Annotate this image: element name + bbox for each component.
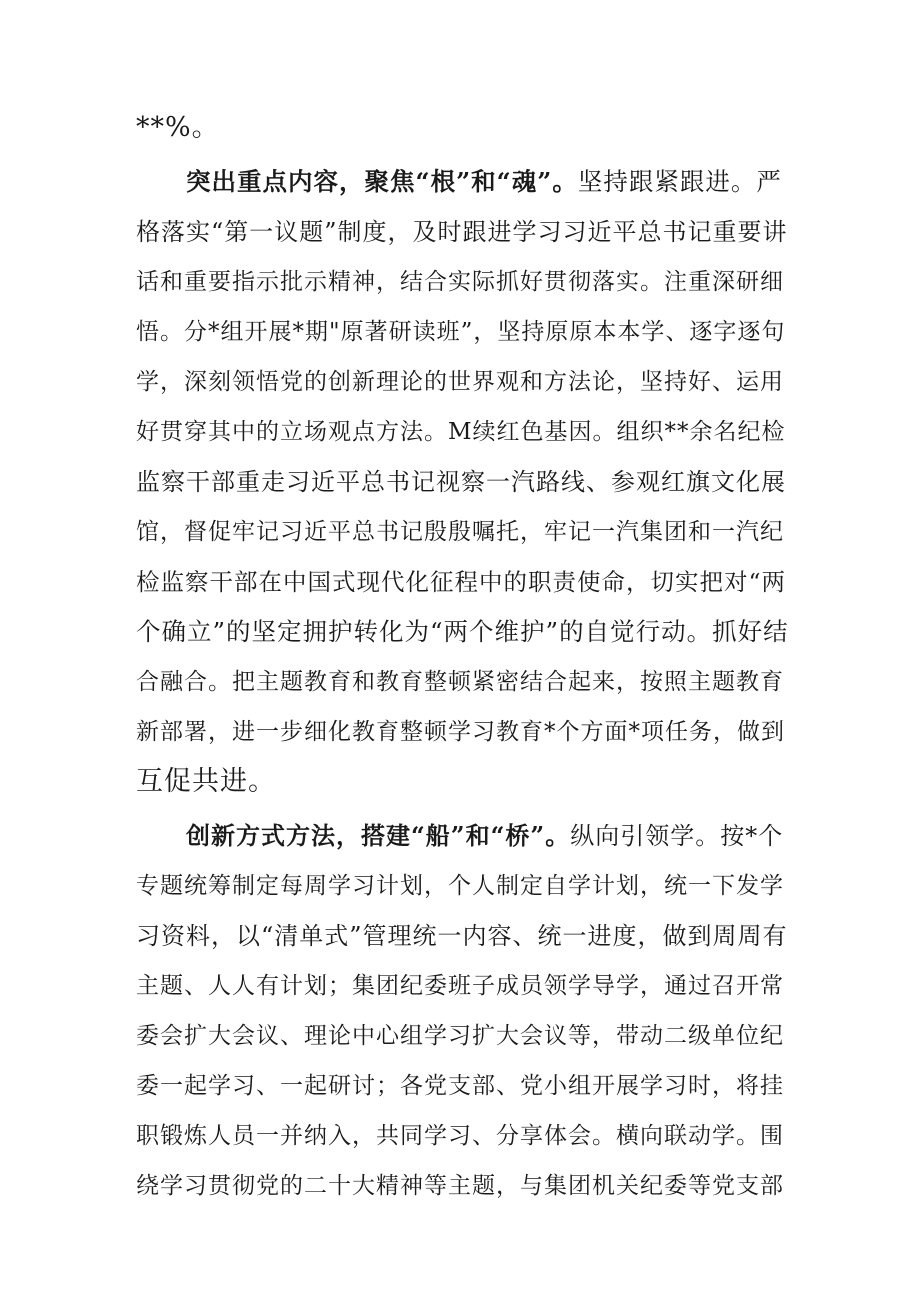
text-line: 悟。分*组开展*期"原著研读班”，坚持原原本本学、逐字逐句: [136, 319, 786, 345]
paragraph-heading: 创新方式方法，搭建“船”和“桥”。: [186, 821, 571, 850]
text-line: 绕学习贯彻党的二十大精神等主题，与集团机关纪委等党支部: [136, 1173, 784, 1199]
paragraph-heading: 突出重点内容，聚焦“根”和“魂”。: [186, 167, 578, 196]
text-line: 委一起学习、一起研讨；各党支部、党小组开展学习时，将挂: [136, 1073, 784, 1099]
text-line: **%。: [136, 112, 220, 143]
text-line: 习资料，以“清单式”管理统一内容、统一进度，做到周周有: [136, 922, 788, 950]
paragraph-first-line: [186, 166, 782, 198]
text-line: 专题统筹制定每周学习计划，个人制定自学计划，统一下发学: [136, 873, 784, 899]
text-line: 学，深刻领悟党的创新理论的世界观和方法论，坚持好、运用: [136, 369, 784, 395]
text-line: 个确立”的坚定拥护转化为“两个维护”的自觉行动。抓好结: [136, 617, 789, 646]
text-line: 格落实“第一议题”制度，及时跟进学习习近平总书记重要讲: [136, 218, 788, 246]
text-line: 监察干部重走习近平总书记视察一汽路线、参观红旗文化展: [136, 468, 786, 496]
paragraph-text: 纵向引领学。按*个: [570, 822, 784, 850]
text-line: 合融合。把主题教育和教育整顿紧密结合起来，按照主题教育: [136, 669, 784, 695]
text-line: 检监察干部在中国式现代化征程中的职责使命，切实把对“两: [136, 568, 787, 596]
paragraph-text: 坚持跟紧跟进。严: [577, 167, 782, 196]
text-line: 职锻炼人员一并纳入，共同学习、分享体会。横向联动学。围: [136, 1123, 784, 1149]
text-line: 好贯穿其中的立场观点方法。M续红色基因。组织**余名纪检: [136, 419, 786, 445]
paragraph-first-line: [186, 820, 783, 852]
text-line: 馆，督促牢记习近平总书记殷殷嘱托，牢记一汽集团和一汽纪: [136, 519, 784, 545]
text-line: 话和重要指示批示精神，结合实际抓好贯彻落实。注重深研细: [136, 269, 784, 295]
text-line: 主题、人人有计划；集团纪委班子成员领学导学，通过召开常: [136, 973, 784, 999]
text-line: 互促共进。: [136, 766, 276, 797]
text-line: 新部署，进一步细化教育整顿学习教育*个方面*项任务，做到: [136, 719, 785, 745]
text-line: 委会扩大会议、理论中心组学习扩大会议等，带动二级单位纪: [136, 1023, 784, 1049]
